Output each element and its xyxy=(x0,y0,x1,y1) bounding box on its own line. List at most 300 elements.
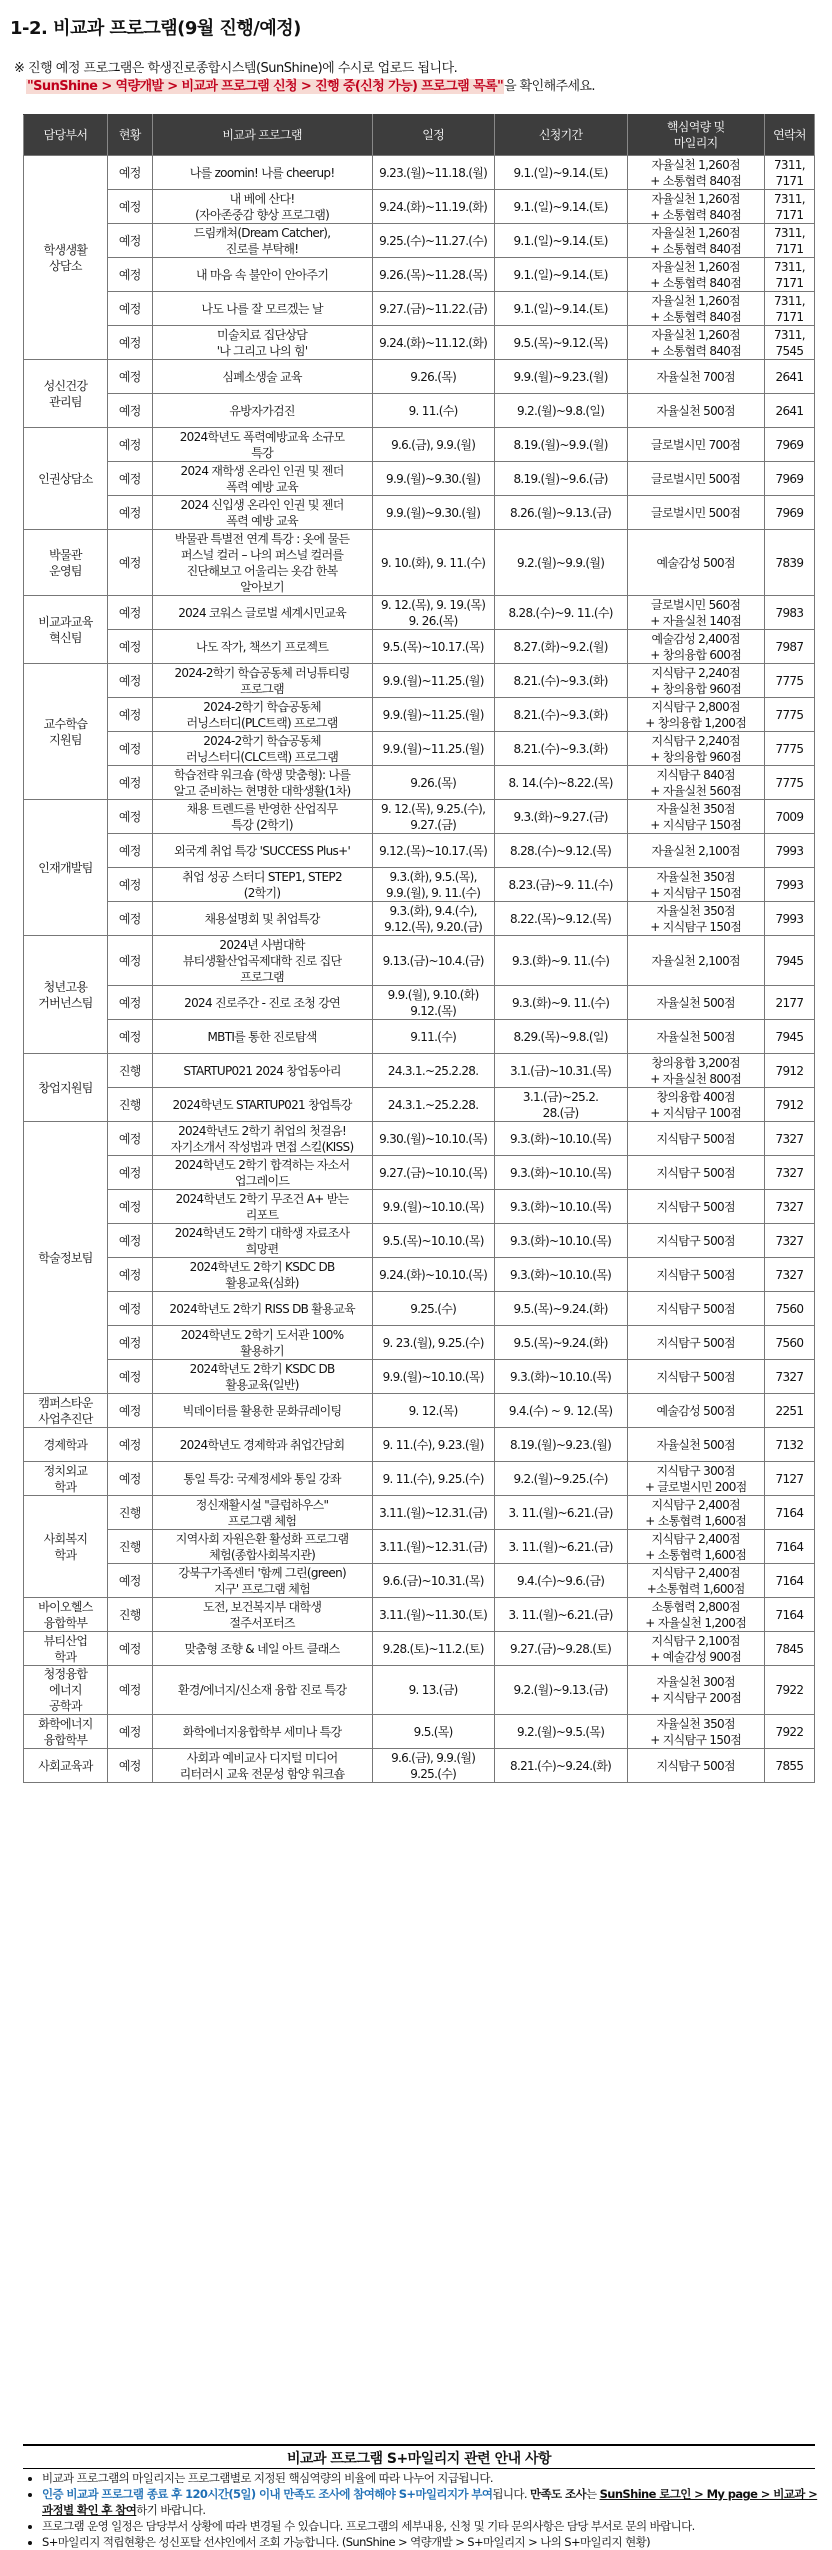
apply-period-cell: 9.3.(화)~10.10.(목) xyxy=(494,1156,627,1190)
schedule-cell: 3.11.(월)~12.31.(금) xyxy=(372,1530,494,1564)
apply-period-cell: 3. 11.(월)~6.21.(금) xyxy=(494,1496,627,1530)
status-cell: 예정 xyxy=(107,868,152,902)
contact-cell: 7327 xyxy=(764,1258,814,1292)
guide-note-2d: 는 xyxy=(585,2487,600,2501)
header-program: 비교과 프로그램 xyxy=(152,115,372,156)
schedule-cell: 3.11.(월)~11.30.(토) xyxy=(372,1598,494,1632)
contact-cell: 7969 xyxy=(764,496,814,530)
contact-cell: 7983 xyxy=(764,596,814,630)
competency-cell: 예술감성 2,400점 + 창의융합 600점 xyxy=(627,630,764,664)
competency-cell: 자율실천 500점 xyxy=(627,1020,764,1054)
status-cell: 예정 xyxy=(107,224,152,258)
program-cell: 2024 코워스 글로벌 세계시민교육 xyxy=(152,596,372,630)
status-cell: 예정 xyxy=(107,190,152,224)
apply-period-cell: 8.26.(월)~9.13.(금) xyxy=(494,496,627,530)
table-row xyxy=(24,1496,815,1530)
schedule-cell: 9.9.(월)~10.10.(목) xyxy=(372,1360,494,1394)
schedule-cell: 9.5.(목)~10.17.(목) xyxy=(372,630,494,664)
schedule-cell: 9.26.(목) xyxy=(372,766,494,800)
program-cell: 유방자가검진 xyxy=(152,394,372,428)
schedule-cell: 9.11.(수) xyxy=(372,1020,494,1054)
competency-cell: 지식탐구 2,400점 + 소통협력 1,600점 xyxy=(627,1530,764,1564)
program-cell: 2024-2학기 학습공동체 러닝튜티링 프로그램 xyxy=(152,664,372,698)
table-row xyxy=(24,394,815,428)
competency-cell: 지식탐구 500점 xyxy=(627,1224,764,1258)
apply-period-cell: 9.2.(월)~9.5.(목) xyxy=(494,1715,627,1749)
table-row xyxy=(24,258,815,292)
guide-note-2e: SunShine 로그인 > My page > 비교과 > 과정별 확인 후 참여 xyxy=(42,2487,818,2517)
table-row xyxy=(24,834,815,868)
contact-cell: 7127 xyxy=(764,1462,814,1496)
guide-notes xyxy=(28,2470,822,2550)
contact-cell: 2251 xyxy=(764,1394,814,1428)
header-apply-period: 신청기간 xyxy=(494,115,627,156)
apply-period-cell: 8. 14.(수)~8.22.(목) xyxy=(494,766,627,800)
schedule-cell: 3.11.(월)~12.31.(금) xyxy=(372,1496,494,1530)
status-cell: 예정 xyxy=(107,986,152,1020)
apply-period-cell: 9.4.(수) ~ 9. 12.(목) xyxy=(494,1394,627,1428)
program-cell: 2024학년도 2학기 취업의 첫걸음! 자기소개서 작성법과 면접 스킬(KISS) xyxy=(152,1122,372,1156)
dept-cell: 박물관 운영팀 xyxy=(24,530,108,596)
contact-cell: 7993 xyxy=(764,868,814,902)
contact-cell: 7945 xyxy=(764,1020,814,1054)
program-cell: 외국계 취업 특강 'SUCCESS Plus+' xyxy=(152,834,372,868)
program-cell: 정신재활시설 "클럽하우스" 프로그램 체험 xyxy=(152,1496,372,1530)
guide-title: 비교과 프로그램 S+마일리지 관련 안내 사항 xyxy=(286,2451,552,2467)
schedule-cell: 9. 12.(목), 9. 19.(목) 9. 26.(목) xyxy=(372,596,494,630)
contact-cell: 7775 xyxy=(764,698,814,732)
competency-cell: 자율실천 500점 xyxy=(627,394,764,428)
table-row xyxy=(24,1394,815,1428)
program-cell: 나도 작가, 책쓰기 프로젝트 xyxy=(152,630,372,664)
contact-cell: 7164 xyxy=(764,1598,814,1632)
schedule-cell: 9. 12.(목) xyxy=(372,1394,494,1428)
status-cell: 예정 xyxy=(107,394,152,428)
table-row xyxy=(24,1054,815,1088)
competency-cell: 지식탐구 500점 xyxy=(627,1190,764,1224)
program-cell: 취업 성공 스터디 STEP1, STEP2 (2학기) xyxy=(152,868,372,902)
table-row xyxy=(24,292,815,326)
schedule-cell: 9.13.(금)~10.4.(금) xyxy=(372,936,494,986)
schedule-cell: 9.9.(월)~11.25.(월) xyxy=(372,732,494,766)
status-cell: 예정 xyxy=(107,596,152,630)
guide-note-2f: 하기 바랍니다. xyxy=(136,2503,206,2517)
contact-cell: 7855 xyxy=(764,1749,814,1783)
competency-cell: 글로벌시민 500점 xyxy=(627,462,764,496)
program-cell: 2024-2학기 학습공동체 러닝스터디(CLC트랙) 프로그램 xyxy=(152,732,372,766)
apply-period-cell: 9.3.(화)~10.10.(목) xyxy=(494,1122,627,1156)
status-cell: 예정 xyxy=(107,732,152,766)
program-cell: 사회과 예비교사 디지털 미디어 리터러시 교육 전문성 함양 워크숍 xyxy=(152,1749,372,1783)
competency-cell: 지식탐구 500점 xyxy=(627,1258,764,1292)
status-cell: 예정 xyxy=(107,1020,152,1054)
table-row xyxy=(24,800,815,834)
status-cell: 진행 xyxy=(107,1054,152,1088)
table-row xyxy=(24,986,815,1020)
sunshine-path: "SunShine > 역량개발 > 비교과 프로그램 신청 > 진행 중(신청 가능) 프로그램 목록" xyxy=(27,79,504,94)
program-cell: 2024학년도 폭력예방교육 소규모 특강 xyxy=(152,428,372,462)
apply-period-cell: 9.1.(일)~9.14.(토) xyxy=(494,258,627,292)
table-row xyxy=(24,1326,815,1360)
competency-cell: 지식탐구 500점 xyxy=(627,1292,764,1326)
header-contact: 연락처 xyxy=(764,115,814,156)
program-cell: 2024학년도 2학기 무조건 A+ 받는 리포트 xyxy=(152,1190,372,1224)
schedule-cell: 24.3.1.~25.2.28. xyxy=(372,1054,494,1088)
program-cell: 화학에너지융합학부 세미나 특강 xyxy=(152,1715,372,1749)
apply-period-cell: 8.23.(금)~9. 11.(수) xyxy=(494,868,627,902)
table-row xyxy=(24,698,815,732)
dept-cell: 창업지원팀 xyxy=(24,1054,108,1122)
competency-cell: 지식탐구 500점 xyxy=(627,1156,764,1190)
contact-cell: 7327 xyxy=(764,1122,814,1156)
status-cell: 진행 xyxy=(107,1598,152,1632)
schedule-cell: 9.9.(월), 9.10.(화) 9.12.(목) xyxy=(372,986,494,1020)
schedule-cell: 9. 23.(월), 9.25.(수) xyxy=(372,1326,494,1360)
competency-cell: 지식탐구 2,240점 + 창의융합 960점 xyxy=(627,732,764,766)
program-cell: 학습전략 워크숍 (학생 맞춤형): 나를 알고 준비하는 현명한 대학생활(1차) xyxy=(152,766,372,800)
dept-cell: 사회복지 학과 xyxy=(24,1496,108,1598)
program-cell: 내 마음 속 불안이 안아주기 xyxy=(152,258,372,292)
notice-path-line xyxy=(26,78,595,96)
program-cell: 드림캐쳐(Dream Catcher), 진로를 부탁해! xyxy=(152,224,372,258)
table-row xyxy=(24,936,815,986)
status-cell: 예정 xyxy=(107,462,152,496)
table-row xyxy=(24,1666,815,1715)
competency-cell: 자율실천 2,100점 xyxy=(627,834,764,868)
apply-period-cell: 3.1.(금)~25.2. 28.(금) xyxy=(494,1088,627,1122)
status-cell: 예정 xyxy=(107,664,152,698)
program-cell: 2024년 사범대학 뷰티생활산업곡제대학 진로 집단 프로그램 xyxy=(152,936,372,986)
dept-cell: 뷰티산업 학과 xyxy=(24,1632,108,1666)
contact-cell: 7560 xyxy=(764,1292,814,1326)
program-cell: 2024학년도 2학기 도서관 100% 활용하기 xyxy=(152,1326,372,1360)
program-cell: MBTI를 통한 진로탐색 xyxy=(152,1020,372,1054)
dept-cell: 정치외교 학과 xyxy=(24,1462,108,1496)
contact-cell: 7993 xyxy=(764,834,814,868)
status-cell: 예정 xyxy=(107,1122,152,1156)
status-cell: 진행 xyxy=(107,1088,152,1122)
program-cell: 통일 특강: 국제정세와 통일 강좌 xyxy=(152,1462,372,1496)
table-row xyxy=(24,1122,815,1156)
status-cell: 예정 xyxy=(107,292,152,326)
status-cell: 예정 xyxy=(107,1394,152,1428)
dept-cell: 청정융합 에너지 공학과 xyxy=(24,1666,108,1715)
schedule-cell: 9.24.(화)~10.10.(목) xyxy=(372,1258,494,1292)
competency-cell: 지식탐구 2,100점 + 예술감성 900점 xyxy=(627,1632,764,1666)
schedule-cell: 9. 11.(수), 9.23.(월) xyxy=(372,1428,494,1462)
apply-period-cell: 9.3.(화)~10.10.(목) xyxy=(494,1224,627,1258)
table-row xyxy=(24,1598,815,1632)
apply-period-cell: 9.4.(수)~9.6.(금) xyxy=(494,1564,627,1598)
status-cell: 진행 xyxy=(107,1496,152,1530)
schedule-cell: 9.30.(월)~10.10.(목) xyxy=(372,1122,494,1156)
status-cell: 진행 xyxy=(107,1530,152,1564)
contact-cell: 7945 xyxy=(764,936,814,986)
program-cell: 나도 나를 잘 모르겠는 날 xyxy=(152,292,372,326)
contact-cell: 7839 xyxy=(764,530,814,596)
competency-cell: 지식탐구 2,240점 + 창의융합 960점 xyxy=(627,664,764,698)
notice-suffix: 을 확인해주세요. xyxy=(504,79,595,94)
schedule-cell: 9. 11.(수), 9.25.(수) xyxy=(372,1462,494,1496)
apply-period-cell: 8.19.(월)~9.9.(월) xyxy=(494,428,627,462)
competency-cell: 자율실천 350점 + 지식탐구 150점 xyxy=(627,902,764,936)
table-row xyxy=(24,766,815,800)
contact-cell: 7327 xyxy=(764,1156,814,1190)
contact-cell: 7922 xyxy=(764,1666,814,1715)
table-row xyxy=(24,428,815,462)
table-row xyxy=(24,902,815,936)
table-row xyxy=(24,1292,815,1326)
competency-cell: 소통협력 2,800점 + 자율실천 1,200점 xyxy=(627,1598,764,1632)
competency-cell: 지식탐구 2,400점 +소통협력 1,600점 xyxy=(627,1564,764,1598)
program-cell: 나를 zoomin! 나를 cheerup! xyxy=(152,156,372,190)
competency-cell: 글로벌시민 500점 xyxy=(627,496,764,530)
status-cell: 예정 xyxy=(107,1224,152,1258)
status-cell: 예정 xyxy=(107,1715,152,1749)
header-competency: 핵심역량 및 마일리지 xyxy=(627,115,764,156)
contact-cell: 2177 xyxy=(764,986,814,1020)
competency-cell: 자율실천 300점 + 지식탐구 200점 xyxy=(627,1666,764,1715)
competency-cell: 자율실천 350점 + 지식탐구 150점 xyxy=(627,1715,764,1749)
competency-cell: 지식탐구 500점 xyxy=(627,1122,764,1156)
apply-period-cell: 3.1.(금)~10.31.(목) xyxy=(494,1054,627,1088)
status-cell: 예정 xyxy=(107,428,152,462)
contact-cell: 7009 xyxy=(764,800,814,834)
program-cell: 맞춤형 조향 & 네일 아트 클래스 xyxy=(152,1632,372,1666)
apply-period-cell: 3. 11.(월)~6.21.(금) xyxy=(494,1598,627,1632)
table-row xyxy=(24,1360,815,1394)
schedule-cell: 9.9.(월)~11.25.(월) xyxy=(372,698,494,732)
status-cell: 예정 xyxy=(107,1326,152,1360)
contact-cell: 7311, 7171 xyxy=(764,258,814,292)
table-row xyxy=(24,156,815,190)
table-header-row xyxy=(24,115,815,156)
header-schedule: 일정 xyxy=(372,115,494,156)
guide-title-rule xyxy=(23,2468,815,2469)
apply-period-cell: 9.1.(일)~9.14.(토) xyxy=(494,224,627,258)
table-row xyxy=(24,496,815,530)
status-cell: 예정 xyxy=(107,1749,152,1783)
apply-period-cell: 9.27.(금)~9.28.(토) xyxy=(494,1632,627,1666)
dept-cell: 경제학과 xyxy=(24,1428,108,1462)
table-row xyxy=(24,1088,815,1122)
table-row xyxy=(24,326,815,360)
apply-period-cell: 8.22.(목)~9.12.(목) xyxy=(494,902,627,936)
apply-period-cell: 8.19.(월)~9.23.(월) xyxy=(494,1428,627,1462)
competency-cell: 자율실천 700점 xyxy=(627,360,764,394)
table-row xyxy=(24,1632,815,1666)
table-row xyxy=(24,190,815,224)
contact-cell: 7969 xyxy=(764,462,814,496)
status-cell: 예정 xyxy=(107,1666,152,1715)
competency-cell: 자율실천 500점 xyxy=(627,986,764,1020)
program-cell: 2024 재학생 온라인 인권 및 젠더 폭력 예방 교육 xyxy=(152,462,372,496)
schedule-cell: 9.28.(토)~11.2.(토) xyxy=(372,1632,494,1666)
status-cell: 예정 xyxy=(107,902,152,936)
program-cell: 빅데이터를 활용한 문화큐레이팅 xyxy=(152,1394,372,1428)
contact-cell: 7327 xyxy=(764,1224,814,1258)
schedule-cell: 9.9.(월)~11.25.(월) xyxy=(372,664,494,698)
status-cell: 예정 xyxy=(107,1462,152,1496)
contact-cell: 7912 xyxy=(764,1054,814,1088)
apply-period-cell: 9.2.(월)~9.9.(월) xyxy=(494,530,627,596)
program-cell: 2024학년도 2학기 합격하는 자소서 업그레이드 xyxy=(152,1156,372,1190)
table-body xyxy=(24,156,815,1783)
table-row xyxy=(24,1258,815,1292)
program-cell: 심폐소생술 교육 xyxy=(152,360,372,394)
program-cell: 박물관 특별전 연계 특강 : 옷에 물든 퍼스널 컬러 – 나의 퍼스널 컬러를 진단해보고 어울리는 옷감 한복 알아보기 xyxy=(152,530,372,596)
table-row xyxy=(24,1564,815,1598)
program-cell: 2024학년도 2학기 KSDC DB 활용교육(일반) xyxy=(152,1360,372,1394)
dept-cell: 화학에너지 융합학부 xyxy=(24,1715,108,1749)
competency-cell: 글로벌시민 560점 + 자율실천 140점 xyxy=(627,596,764,630)
apply-period-cell: 9.3.(화)~9. 11.(수) xyxy=(494,986,627,1020)
competency-cell: 자율실천 1,260점 + 소통협력 840점 xyxy=(627,292,764,326)
apply-period-cell: 9.2.(월)~9.13.(금) xyxy=(494,1666,627,1715)
competency-cell: 자율실천 1,260점 + 소통협력 840점 xyxy=(627,224,764,258)
program-cell: 채용 트렌드를 반영한 산업직무 특강 (2학기) xyxy=(152,800,372,834)
table-row xyxy=(24,1224,815,1258)
schedule-cell: 9.3.(화), 9.5.(목), 9.9.(월), 9. 11.(수) xyxy=(372,868,494,902)
contact-cell: 7311, 7171 xyxy=(764,292,814,326)
program-cell: 채용설명회 및 취업특강 xyxy=(152,902,372,936)
table-row xyxy=(24,732,815,766)
table-row xyxy=(24,1190,815,1224)
program-cell: 2024학년도 경제학과 취업간담회 xyxy=(152,1428,372,1462)
apply-period-cell: 9.1.(일)~9.14.(토) xyxy=(494,190,627,224)
schedule-cell: 9.9.(월)~10.10.(목) xyxy=(372,1190,494,1224)
dept-cell: 학술정보팀 xyxy=(24,1122,108,1394)
schedule-cell: 9.24.(화)~11.19.(화) xyxy=(372,190,494,224)
competency-cell: 자율실천 1,260점 + 소통협력 840점 xyxy=(627,258,764,292)
status-cell: 예정 xyxy=(107,1190,152,1224)
apply-period-cell: 8.28.(수)~9. 11.(수) xyxy=(494,596,627,630)
schedule-cell: 9. 13.(금) xyxy=(372,1666,494,1715)
contact-cell: 7132 xyxy=(764,1428,814,1462)
schedule-cell: 9.6.(금)~10.31.(목) xyxy=(372,1564,494,1598)
competency-cell: 자율실천 350점 + 지식탐구 150점 xyxy=(627,800,764,834)
schedule-cell: 24.3.1.~25.2.28. xyxy=(372,1088,494,1122)
contact-cell: 7560 xyxy=(764,1326,814,1360)
apply-period-cell: 9.1.(일)~9.14.(토) xyxy=(494,156,627,190)
program-cell: 내 베에 산다! (자아존중감 향상 프로그램) xyxy=(152,190,372,224)
program-cell: 2024 신입생 온라인 인권 및 젠더 폭력 예방 교육 xyxy=(152,496,372,530)
dept-cell: 캠퍼스타운 사업추진단 xyxy=(24,1394,108,1428)
table-row xyxy=(24,596,815,630)
schedule-cell: 9. 12.(목), 9.25.(수), 9.27.(금) xyxy=(372,800,494,834)
apply-period-cell: 9.2.(월)~9.25.(수) xyxy=(494,1462,627,1496)
guide-note-2a: 인증 비교과 프로그램 종료 후 120시간(5일) 이내 만족도 조사에 참여해야 S+마일리지가 부여 xyxy=(42,2487,493,2501)
apply-period-cell: 8.21.(수)~9.24.(화) xyxy=(494,1749,627,1783)
apply-period-cell: 9.1.(일)~9.14.(토) xyxy=(494,292,627,326)
guide-note-2c: 만족도 조사 xyxy=(530,2487,586,2501)
contact-cell: 7775 xyxy=(764,664,814,698)
apply-period-cell: 8.21.(수)~9.3.(화) xyxy=(494,664,627,698)
schedule-cell: 9.26.(목)~11.28.(목) xyxy=(372,258,494,292)
program-cell: 강북구가족센터 '함께 그린(green) 지구' 프로그램 체험 xyxy=(152,1564,372,1598)
header-dept: 담당부서 xyxy=(24,115,108,156)
status-cell: 예정 xyxy=(107,496,152,530)
program-cell: STARTUP021 2024 창업동아리 xyxy=(152,1054,372,1088)
apply-period-cell: 9.9.(월)~9.23.(월) xyxy=(494,360,627,394)
apply-period-cell: 8.29.(목)~9.8.(일) xyxy=(494,1020,627,1054)
table-row xyxy=(24,360,815,394)
status-cell: 예정 xyxy=(107,258,152,292)
dept-cell: 학생생활 상담소 xyxy=(24,156,108,360)
competency-cell: 지식탐구 500점 xyxy=(627,1749,764,1783)
status-cell: 예정 xyxy=(107,1258,152,1292)
dept-cell: 청년고용 거버넌스팀 xyxy=(24,936,108,1054)
program-cell: 지역사회 자원은환 활성화 프로그램 체험(종합사회복지관) xyxy=(152,1530,372,1564)
apply-period-cell: 8.21.(수)~9.3.(화) xyxy=(494,698,627,732)
contact-cell: 7327 xyxy=(764,1360,814,1394)
program-cell: 2024학년도 2학기 RISS DB 활용교육 xyxy=(152,1292,372,1326)
table-row xyxy=(24,868,815,902)
table-row xyxy=(24,1156,815,1190)
schedule-cell: 9.12.(목)~10.17.(목) xyxy=(372,834,494,868)
apply-period-cell: 9.3.(화)~10.10.(목) xyxy=(494,1190,627,1224)
status-cell: 예정 xyxy=(107,1292,152,1326)
schedule-cell: 9.6.(금), 9.9.(월) xyxy=(372,428,494,462)
apply-period-cell: 8.27.(화)~9.2.(월) xyxy=(494,630,627,664)
guide-note-3: • 프로그램 운영 일정은 담당부서 상황에 따라 변경될 수 있습니다. 프로그램의 세부내용, 신청 및 기타 문의사항은 담당 부서로 문의 바랍니다. xyxy=(42,2518,822,2534)
program-cell: 도전, 보건복지부 대학생 절주서포터즈 xyxy=(152,1598,372,1632)
dept-cell: 인재개발팀 xyxy=(24,800,108,936)
competency-cell: 지식탐구 500점 xyxy=(627,1326,764,1360)
dept-cell: 성신건강 관리팀 xyxy=(24,360,108,428)
table-row xyxy=(24,630,815,664)
contact-cell: 7311, 7171 xyxy=(764,156,814,190)
program-cell: 2024학년도 2학기 KSDC DB 활용교육(심화) xyxy=(152,1258,372,1292)
competency-cell: 자율실천 1,260점 + 소통협력 840점 xyxy=(627,326,764,360)
program-cell: 2024-2학기 학습공동체 러닝스터디(PLC트랙) 프로그램 xyxy=(152,698,372,732)
contact-cell: 7845 xyxy=(764,1632,814,1666)
dept-cell: 사회교육과 xyxy=(24,1749,108,1783)
competency-cell: 자율실천 350점 + 지식탐구 150점 xyxy=(627,868,764,902)
contact-cell: 7164 xyxy=(764,1530,814,1564)
dept-cell: 인권상담소 xyxy=(24,428,108,530)
contact-cell: 7969 xyxy=(764,428,814,462)
schedule-cell: 9.9.(월)~9.30.(월) xyxy=(372,496,494,530)
program-cell: 미술치료 집단상담 '나 그리고 나의 힘' xyxy=(152,326,372,360)
apply-period-cell: 9.5.(목)~9.12.(목) xyxy=(494,326,627,360)
apply-period-cell: 9.3.(화)~10.10.(목) xyxy=(494,1258,627,1292)
status-cell: 예정 xyxy=(107,156,152,190)
contact-cell: 7993 xyxy=(764,902,814,936)
dept-cell: 비교과교육 혁신팀 xyxy=(24,596,108,664)
contact-cell: 7775 xyxy=(764,766,814,800)
contact-cell: 7327 xyxy=(764,1190,814,1224)
competency-cell: 지식탐구 2,800점 + 창의융합 1,200점 xyxy=(627,698,764,732)
status-cell: 예정 xyxy=(107,1360,152,1394)
guide-note-2b: 됩니다. xyxy=(492,2487,531,2501)
program-cell: 2024학년도 2학기 대학생 자료조사 희망편 xyxy=(152,1224,372,1258)
table-row xyxy=(24,224,815,258)
competency-cell: 예술감성 500점 xyxy=(627,530,764,596)
schedule-cell: 9.23.(월)~11.18.(월) xyxy=(372,156,494,190)
contact-cell: 7912 xyxy=(764,1088,814,1122)
status-cell: 예정 xyxy=(107,1156,152,1190)
apply-period-cell: 3. 11.(월)~6.21.(금) xyxy=(494,1530,627,1564)
status-cell: 예정 xyxy=(107,800,152,834)
contact-cell: 7164 xyxy=(764,1564,814,1598)
apply-period-cell: 8.28.(수)~9.12.(목) xyxy=(494,834,627,868)
schedule-cell: 9.26.(목) xyxy=(372,360,494,394)
schedule-cell: 9.5.(목)~10.10.(목) xyxy=(372,1224,494,1258)
program-table xyxy=(23,114,815,1783)
table-row xyxy=(24,1530,815,1564)
table-row xyxy=(24,1715,815,1749)
